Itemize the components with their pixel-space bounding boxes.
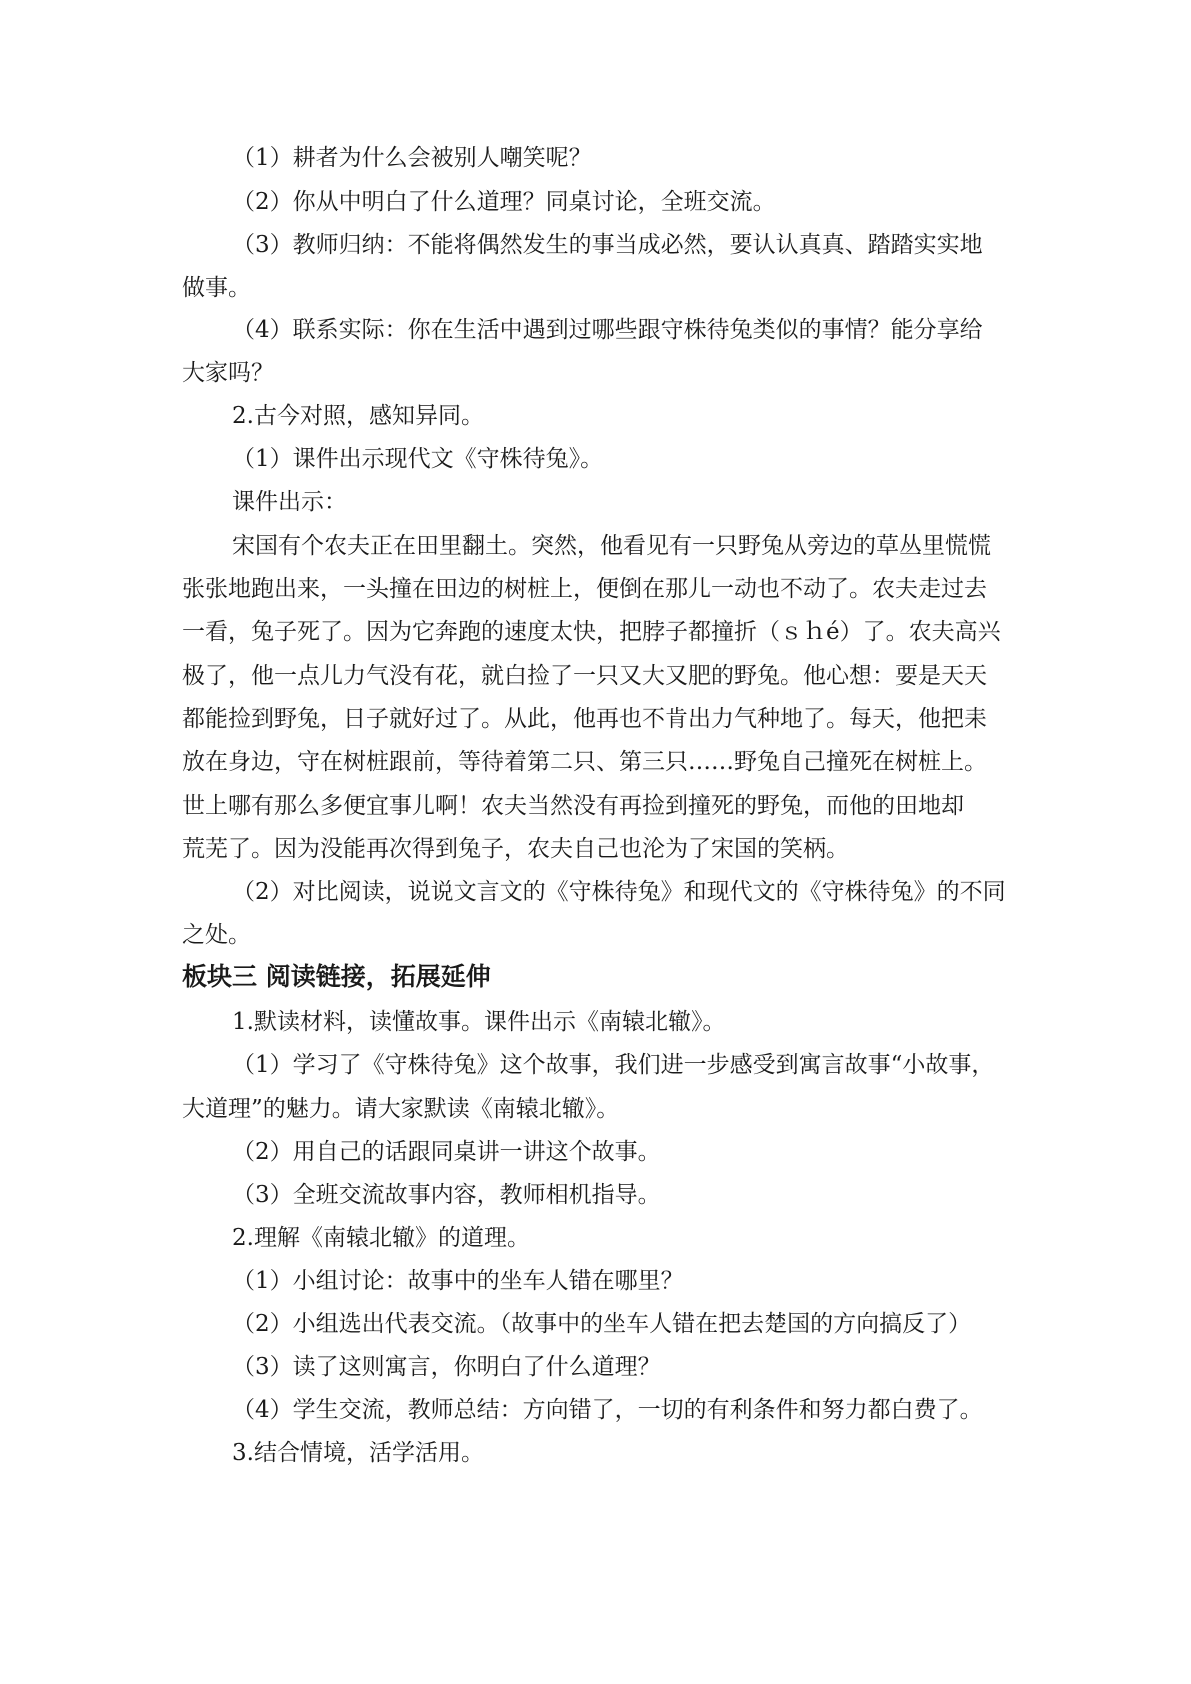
text-line: 大道理”的魅力。请大家默读《南辕北辙》。	[182, 1096, 620, 1122]
text-line: 课件出示：	[232, 489, 347, 515]
text-line: 荒芜了。因为没能再次得到兔子，农夫自己也沦为了宋国的笑柄。	[182, 836, 849, 862]
text-line: 之处。	[182, 922, 251, 948]
text-line: （1）小组讨论：故事中的坐车人错在哪里？	[232, 1268, 684, 1294]
text-line: （3）全班交流故事内容，教师相机指导。	[232, 1182, 661, 1208]
text-line: 放在身边，守在树桩跟前，等待着第二只、第三只……野兔自己撞死在树桩上。	[182, 749, 987, 775]
text-line: （1）学习了《守株待兔》这个故事，我们进一步感受到寓言故事“小故事，	[232, 1052, 995, 1078]
text-line: （2）用自己的话跟同桌讲一讲这个故事。	[232, 1139, 661, 1165]
text-line: 都能捡到野兔，日子就好过了。从此，他再也不肯出力气种地了。每天，他把耒	[182, 706, 987, 732]
text-line: 宋国有个农夫正在田里翻土。突然，他看见有一只野兔从旁边的草丛里慌慌	[232, 533, 991, 559]
text-line: （1）耕者为什么会被别人嘲笑呢？	[232, 145, 592, 171]
text-line: （2）你从中明白了什么道理？同桌讨论，全班交流。	[232, 189, 776, 215]
text-line: 2.古今对照，感知异同。	[232, 403, 484, 429]
text-line: 世上哪有那么多便宜事儿啊！农夫当然没有再捡到撞死的野兔，而他的田地却	[182, 793, 964, 819]
text-line: 极了，他一点儿力气没有花，就白捡了一只又大又肥的野兔。他心想：要是天天	[182, 663, 987, 689]
text-line: （3）读了这则寓言，你明白了什么道理？	[232, 1354, 661, 1380]
text-line: （2）对比阅读，说说文言文的《守株待兔》和现代文的《守株待兔》的不同	[232, 879, 1006, 905]
text-line: 2.理解《南辕北辙》的道理。	[232, 1225, 530, 1251]
text-line: 做事。	[182, 275, 251, 301]
text-line: 张张地跑出来，一头撞在田边的树桩上，便倒在那儿一动也不动了。农夫走过去	[182, 576, 987, 602]
text-line: 大家吗？	[182, 360, 274, 386]
text-line: （4）联系实际：你在生活中遇到过哪些跟守株待兔类似的事情？能分享给	[232, 317, 983, 343]
text-line: （2）小组选出代表交流。（故事中的坐车人错在把去楚国的方向搞反了）	[232, 1311, 972, 1337]
text-line: （1）课件出示现代文《守株待兔》。	[232, 446, 604, 472]
text-line: （4）学生交流，教师总结：方向错了，一切的有利条件和努力都白费了。	[232, 1397, 983, 1423]
text-line: 3.结合情境，活学活用。	[232, 1440, 484, 1466]
text-line: （3）教师归纳：不能将偶然发生的事当成必然，要认认真真、踏踏实实地	[232, 232, 983, 258]
text-line: 一看，兔子死了。因为它奔跑的速度太快，把脖子都撞折（ｓｈé）了。农夫高兴	[182, 619, 1001, 645]
section-heading: 板块三 阅读链接，拓展延伸	[182, 962, 491, 991]
text-line: 1.默读材料，读懂故事。课件出示《南辕北辙》。	[232, 1009, 726, 1035]
